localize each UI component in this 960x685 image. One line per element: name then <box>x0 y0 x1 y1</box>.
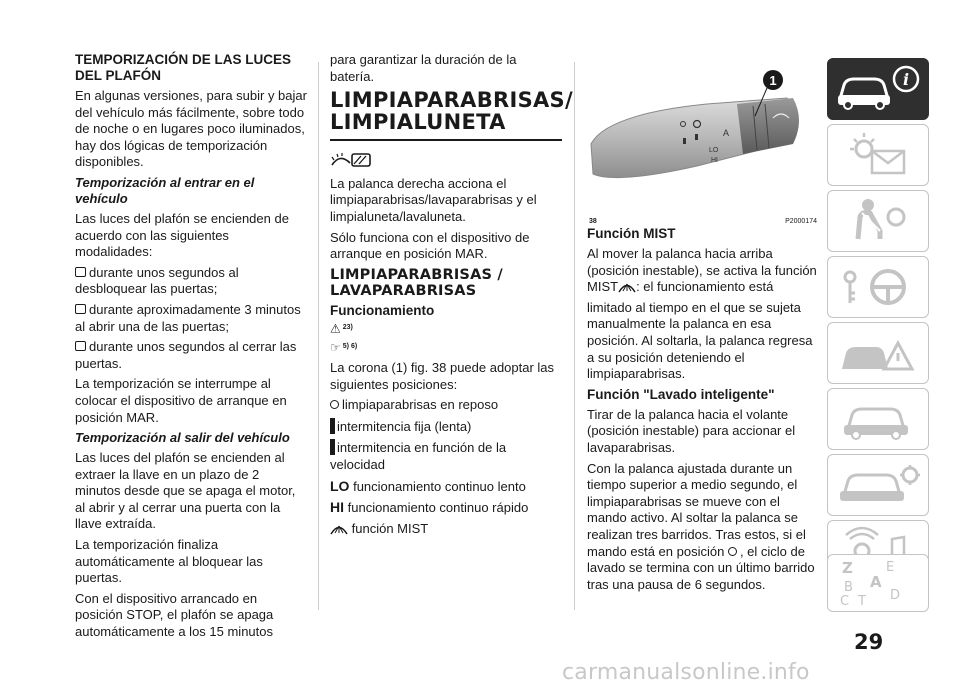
paragraph: En algunas versiones, para subir y bajar del vehículo más fácilmente, sobre todo de noche o en lugares poco iluminados, hay dos lógicas de temporización disponibles. <box>75 88 307 170</box>
position-item: limpiaparabrisas en reposo <box>330 397 562 414</box>
tab-emergency[interactable] <box>827 322 929 384</box>
svg-text:C: C <box>840 594 850 609</box>
bullet-icon <box>75 341 86 351</box>
svg-text:Z: Z <box>842 559 853 577</box>
seatbelt-airbag-icon <box>828 191 928 251</box>
warning-reference: ⚠ $^{23)}$ <box>330 321 353 336</box>
tab-starting-driving[interactable] <box>827 256 929 318</box>
technical-data-icon <box>828 455 928 515</box>
svg-text:B: B <box>844 580 853 595</box>
tab-car-info[interactable] <box>827 58 929 120</box>
paragraph: La temporización se interrumpe al colocar el dispositivo de arranque en posición MAR. <box>75 376 287 425</box>
bullet-icon <box>75 267 86 277</box>
note-hand-icon: ☞ <box>330 341 341 356</box>
svg-text:A: A <box>723 128 730 138</box>
car-info-icon <box>828 59 928 119</box>
steering-key-icon <box>828 257 928 317</box>
page-number: 29 <box>854 630 884 654</box>
speed-intermittent-icon <box>330 439 335 455</box>
paragraph: Sólo funciona con el dispositivo de arranque en posición MAR. <box>330 229 530 262</box>
mist-icon <box>618 281 636 300</box>
subheading-operation: Funcionamiento <box>330 302 435 318</box>
position-item: LO funcionamiento continuo lento <box>330 477 526 494</box>
tab-index[interactable] <box>827 554 929 612</box>
svg-text:LO: LO <box>709 147 719 154</box>
bullet-item: durante unos segundos al desbloquear las puertas; <box>75 264 239 297</box>
svg-text:D: D <box>890 588 901 603</box>
off-position-icon <box>330 400 339 409</box>
heading-mist-function: Función MIST <box>587 226 676 241</box>
position-item: HI funcionamiento continuo rápido <box>330 499 529 516</box>
off-position-icon <box>728 547 737 556</box>
bullet-icon <box>75 304 86 314</box>
section-rule <box>330 139 562 141</box>
column-1 <box>75 52 307 645</box>
intermittent-icon <box>330 418 335 434</box>
svg-text:T: T <box>858 594 866 609</box>
column-divider <box>574 62 575 610</box>
column-divider <box>318 62 319 610</box>
paragraph: La corona (1) fig. 38 puede adoptar las siguientes posiciones: <box>330 360 555 392</box>
tab-maintenance[interactable] <box>827 388 929 450</box>
subsection-title-washer: LIMPIAPARABRISAS / LAVAPARABRISAS <box>330 266 503 299</box>
emergency-icon <box>828 323 928 383</box>
svg-text:A: A <box>870 573 882 591</box>
svg-text:E: E <box>886 560 895 575</box>
bullet-item: durante unos segundos al cerrar las puertas. <box>75 339 297 371</box>
section-title-wipers: LIMPIAPARABRISAS/ LIMPIALUNETA <box>330 88 573 135</box>
paragraph: para garantizar la duración de la batería. <box>330 52 517 84</box>
watermark: carmanualsonline.info <box>562 660 810 685</box>
figure-wiper-lever <box>587 54 819 225</box>
paragraph: Las luces del plafón se encienden de acuerdo con las siguientes modalidades: <box>75 210 289 260</box>
index-letters-icon <box>828 555 928 611</box>
position-item: intermitencia fija (lenta) <box>330 418 562 436</box>
heading-plafon-timing: TEMPORIZACIÓN DE LAS LUCES DEL PLAFÓN <box>75 52 292 83</box>
tab-safety[interactable] <box>827 190 929 252</box>
figure-code: P2000174 <box>785 218 817 225</box>
position-item: intermitencia en función de la velocidad <box>330 440 507 473</box>
warning-lights-icon <box>828 125 928 185</box>
column-3 <box>587 52 819 597</box>
mist-icon <box>330 523 348 542</box>
bullet-item: durante aproximadamente 3 minutos al abrir una de las puertas; <box>75 301 301 334</box>
wiper-washer-icon <box>330 151 562 174</box>
position-item: función MIST <box>330 521 562 542</box>
figure-callout: 1 <box>769 73 777 88</box>
subheading-exiting: Temporización al salir del vehículo <box>75 430 290 446</box>
heading-smart-wash: Función "Lavado inteligente" <box>587 386 775 402</box>
paragraph: Con la palanca ajustada durante un tiempo superior a medio segundo, el limpiaparabrisas se mueve con el mando activo. Al soltar la palanca se realizan tres barridos. Tras estos, si el mando está en posición , el ciclo de lavado se termina con un último barrido tras una pausa de 6 segundos. <box>587 460 815 592</box>
column-2 <box>330 52 573 545</box>
paragraph: La temporización finaliza automáticamente al bloquear las puertas. <box>75 537 263 586</box>
figure-number: 38 <box>589 218 597 225</box>
paragraph: Las luces del plafón se encienden al extraer la llave en un plazo de 2 minutos desde que se apaga el motor, al abrir y al cerrar una puerta con la llave extraída. <box>75 450 296 532</box>
paragraph: Al mover la palanca hacia arriba (posición inestable), se activa la función MIST : el funcionamiento está limitado al tiempo en el que se sujeta manualmente la palanca en esa posición. Al soltarla, la palanca regresa a su posición deteniendo el limpiaparabrisas. <box>587 246 817 382</box>
wiper-lever-illustration <box>587 54 819 204</box>
tab-technical-data[interactable] <box>827 454 929 516</box>
tab-warning-lights[interactable] <box>827 124 929 186</box>
note-reference: ☞ $^{5)}$ $^{6)}$ <box>330 341 358 356</box>
paragraph: Con el dispositivo arrancado en posición STOP, el plafón se apaga automáticamente a los 15 minutos <box>75 590 274 640</box>
warning-triangle-icon: ⚠ <box>330 321 341 336</box>
subheading-entering: Temporización al entrar en el vehículo <box>75 174 255 206</box>
paragraph: La palanca derecha acciona el limpiaparabrisas/lavaparabrisas y el limpialuneta/lavaluneta. <box>330 175 537 224</box>
svg-text:i: i <box>902 70 910 89</box>
svg-text:HI: HI <box>711 157 718 164</box>
maintenance-car-icon <box>828 389 928 449</box>
paragraph: Tirar de la palanca hacia el volante (posición inestable) para accionar el lavaparabrisas. <box>587 406 796 455</box>
